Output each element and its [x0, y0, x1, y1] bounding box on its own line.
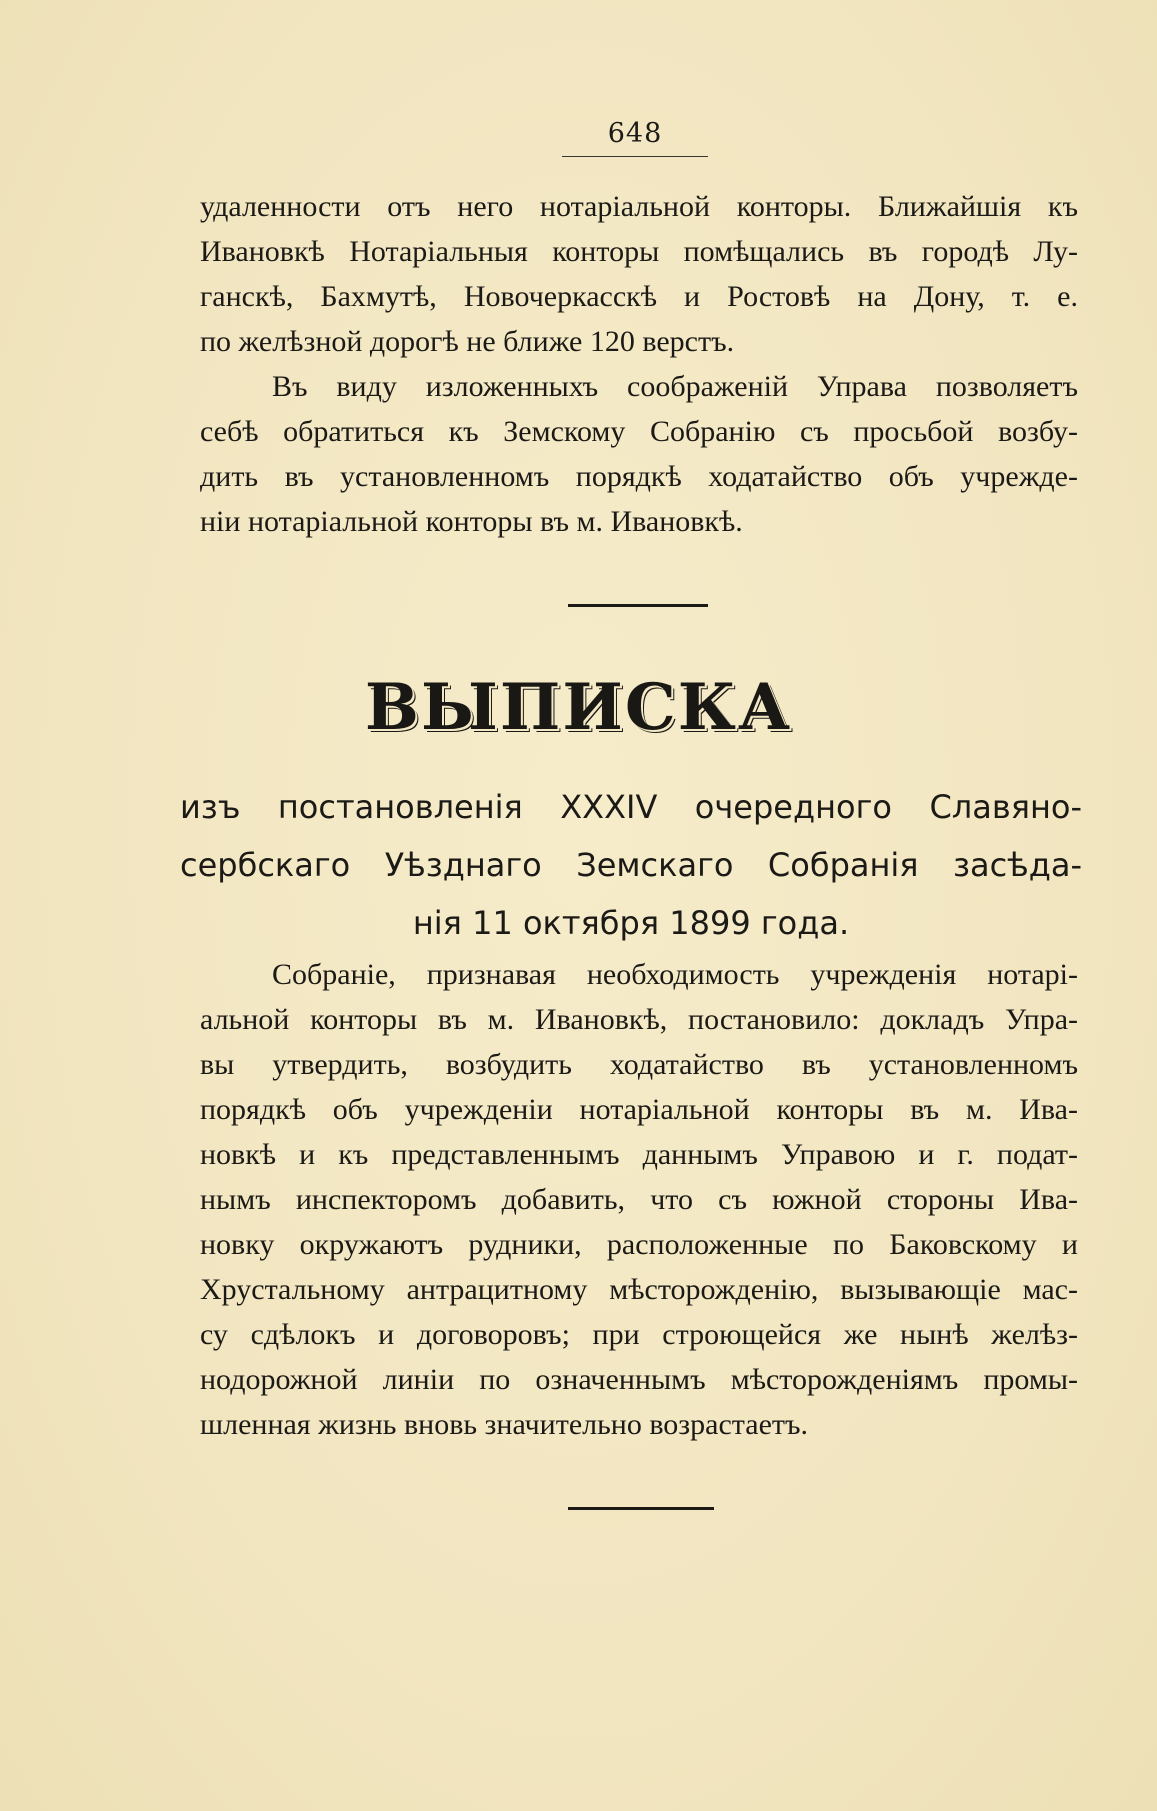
subtitle-line: изъ постановленія XXXIV очередного Славяно-: [180, 788, 1082, 826]
section-divider: [568, 604, 708, 607]
request-line: ніи нотаріальной конторы въ м. Ивановкѣ.: [200, 505, 743, 538]
resolution-line: альной конторы въ м. Ивановкѣ, постановило: докладъ Упра-: [200, 1003, 1078, 1036]
page-number: 648: [607, 118, 663, 149]
resolution-line: порядкѣ объ учрежденіи нотаріальной конторы въ м. Ива-: [200, 1093, 1078, 1126]
resolution-line: су сдѣлокъ и договоровъ; при строющейся же нынѣ желѣз-: [200, 1318, 1078, 1351]
resolution-line: нодорожной линіи по означеннымъ мѣсторожденіямъ промы-: [200, 1363, 1078, 1396]
request-line: Въ виду изложенныхъ соображеній Управа позволяетъ: [272, 370, 1078, 403]
resolution-line: Хрустальному антрацитному мѣсторожденію, вызывающіе мас-: [200, 1273, 1078, 1306]
resolution-line: шленная жизнь вновь значительно возрастаетъ.: [200, 1408, 809, 1441]
resolution-line: новку окружаютъ рудники, расположенные по Баковскому и: [200, 1228, 1078, 1261]
request-line: дить въ установленномъ порядкѣ ходатайство объ учрежде-: [200, 460, 1078, 493]
intro-paragraph: [200, 184, 1078, 364]
resolution-line: новкѣ и къ представленнымъ даннымъ Управою и г. подат-: [200, 1138, 1078, 1171]
resolution-line: нымъ инспекторомъ добавить, что съ южной стороны Ива-: [200, 1183, 1078, 1216]
request-paragraph: [200, 364, 1078, 544]
resolution-line: Собраніе, признавая необходимость учрежденія нотарі-: [272, 958, 1078, 991]
intro-line: ганскѣ, Бахмутѣ, Новочеркасскѣ и Ростовѣ на Дону, т. е.: [200, 280, 1078, 313]
subtitle-line: сербскаго Уѣзднаго Земскаго Собранія засѣда-: [180, 846, 1082, 884]
subtitle-line: нія 11 октября 1899 года.: [412, 904, 850, 942]
section-subtitle: [180, 778, 1082, 952]
intro-line: Ивановкѣ Нотаріальныя конторы помѣщались въ городѣ Лу-: [200, 235, 1078, 268]
end-divider: [568, 1507, 714, 1510]
request-line: себѣ обратиться къ Земскому Собранію съ просьбой возбу-: [200, 415, 1078, 448]
intro-line: удаленности отъ него нотаріальной конторы. Ближайшія къ: [200, 190, 1078, 223]
resolution-paragraph: [200, 952, 1078, 1447]
resolution-line: вы утвердить, возбудить ходатайство въ установленномъ: [200, 1048, 1078, 1081]
page-number-rule: [562, 156, 708, 157]
section-heading: ВЫПИСКА: [364, 670, 793, 745]
intro-line: по желѣзной дорогѣ не ближе 120 верстъ.: [200, 325, 735, 358]
